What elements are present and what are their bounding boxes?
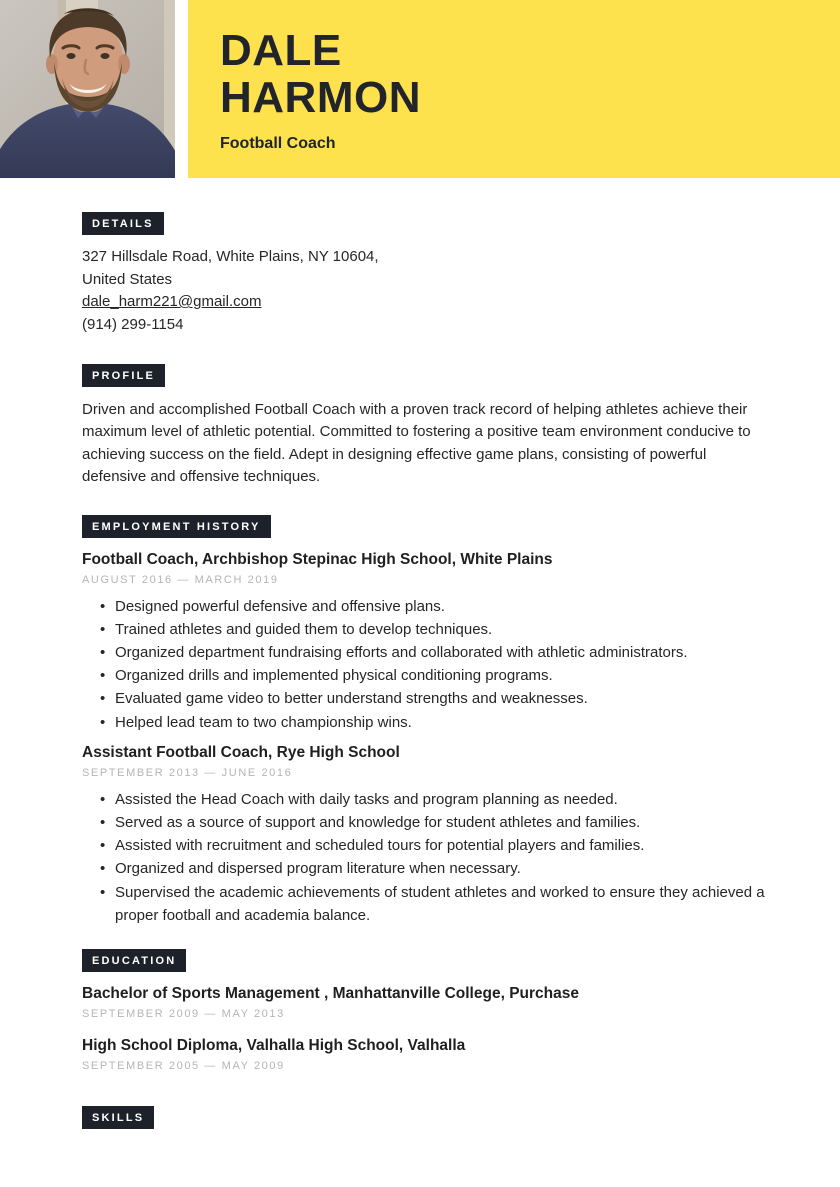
address-line-2: United States [82, 270, 173, 288]
bullet-item: • Organized department fundraising efforts and collaborated with athletic administrators. [115, 641, 770, 664]
section-heading-employment: EMPLOYMENT HISTORY [82, 515, 271, 538]
education-dates: SEPTEMBER 2009 — MAY 2013 [82, 1008, 285, 1021]
bullet-item: • Evaluated game video to better understand strengths and weaknesses. [115, 687, 770, 710]
candidate-role: Football Coach [220, 135, 336, 152]
job-title: Football Coach, Archbishop Stepinac High School, White Plains [82, 550, 553, 568]
education-entry [82, 1036, 770, 1072]
header-divider-gap [175, 0, 188, 178]
profile-summary: Driven and accomplished Football Coach with a proven track record of helping athletes achieve their maximum level of athletic potential. Committed to fostering a positive team environment conducive to achieving success on the field. Adept in designing effective game plans, consisting of powerful defensive and offensive techniques. [82, 401, 751, 486]
bullet-item: • Organized and dispersed program literature when necessary. [115, 857, 770, 880]
resume-body [0, 178, 840, 1129]
phone-number: (914) 299-1154 [82, 315, 184, 333]
bullet-item: • Supervised the academic achievements of student athletes and worked to ensure they achieved a proper football and academia balance. [115, 881, 770, 927]
section-heading-details: DETAILS [82, 212, 164, 235]
bullet-item: • Assisted with recruitment and scheduled tours for potential players and families. [115, 834, 770, 857]
contact-block [82, 246, 770, 336]
job-entry [82, 743, 770, 927]
job-bullet-list [82, 595, 770, 734]
portrait-photo-illustration [0, 0, 175, 178]
job-entry [82, 550, 770, 734]
bullet-item: • Helped lead team to two championship wins. [115, 711, 770, 734]
bullet-item: • Designed powerful defensive and offensive plans. [115, 595, 770, 618]
email-row [82, 291, 770, 314]
bullet-item: • Served as a source of support and knowledge for student athletes and families. [115, 811, 770, 834]
bullet-item: • Organized drills and implemented physical conditioning programs. [115, 664, 770, 687]
job-dates: SEPTEMBER 2013 — JUNE 2016 [82, 766, 293, 779]
header-banner [188, 0, 840, 178]
address-line-1: 327 Hillsdale Road, White Plains, NY 10604, [82, 248, 379, 265]
candidate-name-line2: HARMON [220, 73, 421, 122]
section-heading-education: EDUCATION [82, 949, 186, 972]
header [0, 0, 840, 178]
section-heading-profile: PROFILE [82, 364, 165, 387]
email-link[interactable]: dale_harm221@gmail.com [82, 293, 262, 310]
job-title: Assistant Football Coach, Rye High School [82, 743, 400, 761]
education-entry [82, 984, 770, 1020]
bullet-item: • Trained athletes and guided them to develop techniques. [115, 618, 770, 641]
candidate-name-line1: DALE [220, 26, 342, 75]
portrait-photo [0, 0, 175, 178]
section-heading-skills: SKILLS [82, 1106, 154, 1129]
education-title: High School Diploma, Valhalla High School, Valhalla [82, 1037, 466, 1055]
job-bullet-list [82, 788, 770, 927]
bullet-item: • Assisted the Head Coach with daily tasks and program planning as needed. [115, 788, 770, 811]
job-dates: AUGUST 2016 — MARCH 2019 [82, 573, 279, 586]
education-title: Bachelor of Sports Management , Manhattanville College, Purchase [82, 985, 579, 1003]
education-dates: SEPTEMBER 2005 — MAY 2009 [82, 1060, 285, 1073]
candidate-name [220, 27, 820, 121]
